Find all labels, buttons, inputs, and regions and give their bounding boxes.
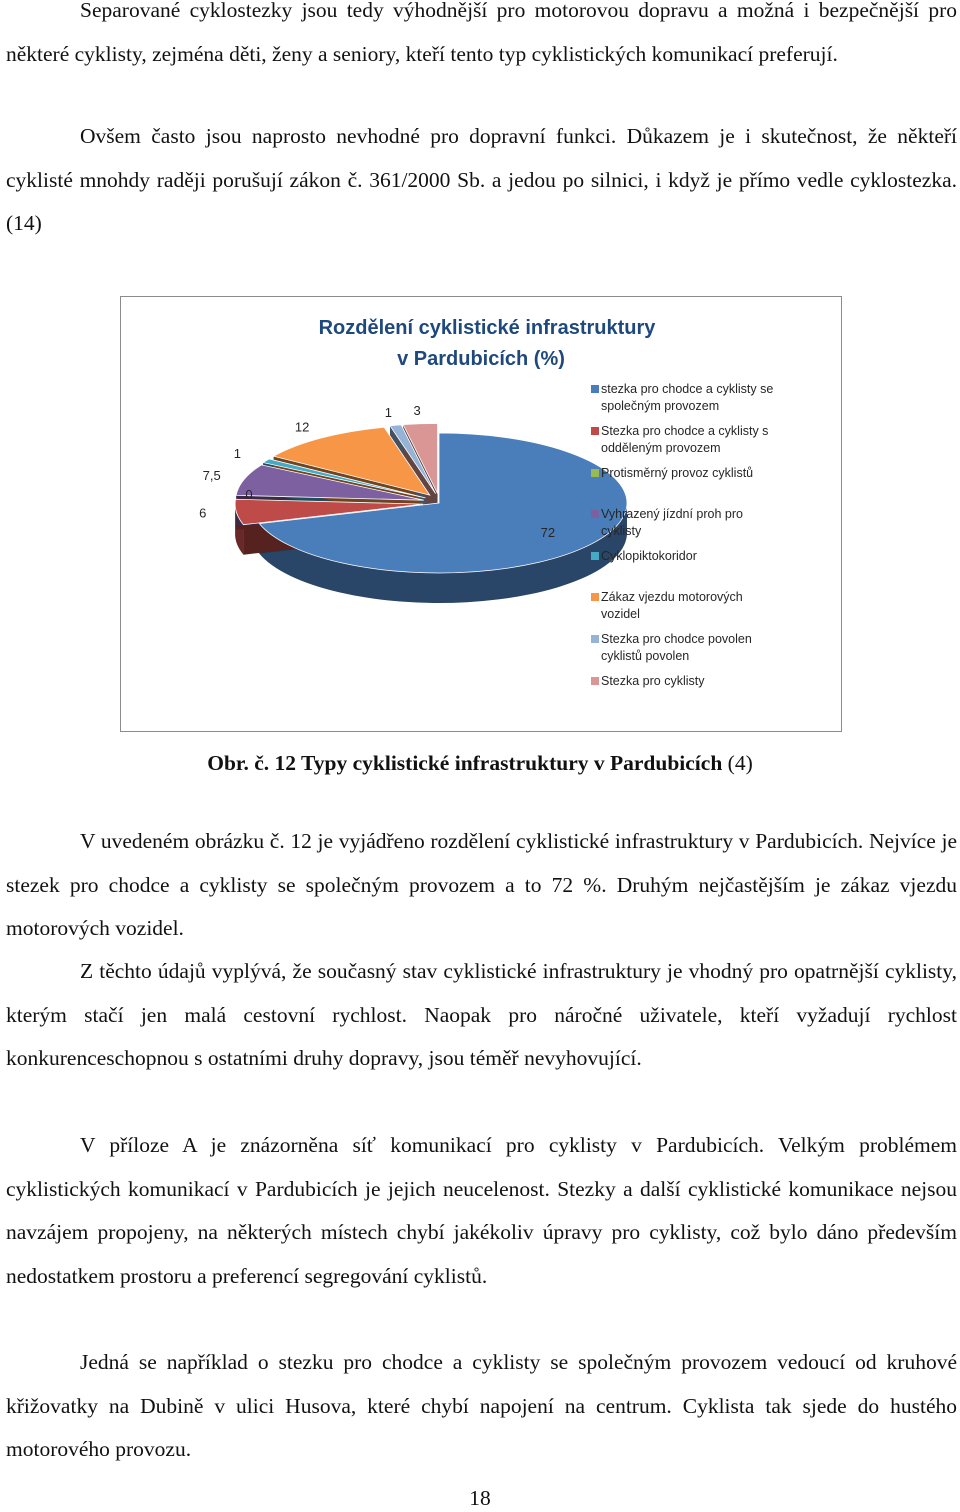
paragraph-2: Ovšem často jsou naprosto nevhodné pro dopravní funkci. Důkazem je i skutečnost, že někteří cyklisté mnohdy raději porušují zákon č. 361/2000 Sb. a jedou po silnici, i když je přímo vedle cyklostezka. (14) (6, 124, 957, 235)
data-label-1: 6 (199, 505, 207, 521)
legend-label-3-0: Vyhrazený jízdní proh pro (601, 507, 743, 521)
legend-swatch-7 (591, 677, 599, 685)
legend-label-1-1: odděleným provozem (601, 441, 721, 455)
data-label-7: 3 (413, 403, 421, 419)
legend-label-5-1: vozidel (601, 607, 640, 621)
chart-title: Rozdělení cyklistické infrastruktury (318, 317, 656, 339)
data-label-6: 1 (384, 404, 392, 420)
caption-title: Obr. č. 12 Typy cyklistické infrastruktury v Pardubicích (207, 751, 723, 775)
legend-label-6-1: cyklistů povolen (601, 649, 690, 663)
legend-swatch-2 (591, 469, 599, 477)
paragraph-3: V uvedeném obrázku č. 12 je vyjádřeno rozdělení cyklistické infrastruktury v Pardubicích. Nejvíce je stezek pro chodce a cyklisty se společným provozem a to 72 %. Druhým nejčastějším je zákaz vjezdu motorových vozidel. (6, 829, 957, 940)
legend-swatch-3 (591, 510, 599, 518)
legend-label-2-0: Protisměrný provoz cyklistů (601, 466, 754, 480)
paragraph-5: V příloze A je znázorněna síť komunikací pro cyklisty v Pardubicích. Velkým problémem cyklistických komunikací v Pardubicích je jejich neucelenost. Stezky a další cyklistické komunikace nejsou navzájem propojeny, na některých místech chybí jakékoliv úpravy pro cyklisty, což bylo dáno především nedostatkem prostoru a preferencí segregování cyklistů. (6, 1133, 957, 1288)
legend-swatch-5 (591, 593, 599, 601)
legend-label-0-1: společným provozem (601, 399, 720, 413)
paragraph-6: Jedná se například o stezku pro chodce a cyklisty se společným provozem vedoucí od kruhové křižovatky na Dubině v ulici Husova, které chybí napojení na centrum. Cyklista tak sjede do hustého motorového provozu. (6, 1350, 957, 1461)
legend-swatch-4 (591, 552, 599, 560)
data-label-3: 7,5 (202, 467, 221, 483)
legend-label-6-0: Stezka pro chodce povolen (601, 632, 752, 646)
pie-layer (235, 423, 627, 603)
legend-label-1-0: Stezka pro chodce a cyklisty s (601, 424, 769, 438)
legend-swatch-0 (591, 385, 599, 393)
paragraph-4: Z těchto údajů vyplývá, že současný stav cyklistické infrastruktury je vhodný pro opatrnější cyklisty, kterým stačí jen malá cestovní rychlost. Naopak pro náročné uživatele, kteří vyžadují rychlost konkurenceschopnou s ostatními druhy dopravy, jsou téměř nevyhovující. (6, 959, 957, 1070)
page-number: 18 (469, 1486, 491, 1510)
legend-label-7-0: Stezka pro cyklisty (601, 674, 705, 688)
legend-label-0-0: stezka pro chodce a cyklisty se (601, 382, 774, 396)
data-label-5: 12 (294, 419, 310, 435)
figure-caption (0, 746, 960, 780)
legend-label-4-0: Cyklopiktokoridor (601, 549, 697, 563)
data-label-2: 0 (245, 487, 253, 502)
data-label-4: 1 (233, 446, 242, 462)
caption-reference: (4) (722, 751, 753, 775)
chart-canvas (121, 297, 841, 731)
legend-swatch-6 (591, 635, 599, 643)
legend-label-5-0: Zákaz vjezdu motorových (601, 590, 743, 604)
chart-subtitle: v Pardubicích (%) (397, 348, 565, 370)
chart-legend (591, 382, 773, 688)
paragraph-1: Separované cyklostezky jsou tedy výhodnější pro motorovou dopravu a možná i bezpečnější pro některé cyklisty, zejména děti, ženy a seniory, kteří tento typ cyklistických komunikací preferují. (6, 0, 957, 66)
legend-label-3-1: cyklisty (601, 524, 642, 538)
data-label-0: 72 (540, 524, 556, 540)
legend-swatch-1 (591, 427, 599, 435)
pie-chart (120, 296, 842, 732)
